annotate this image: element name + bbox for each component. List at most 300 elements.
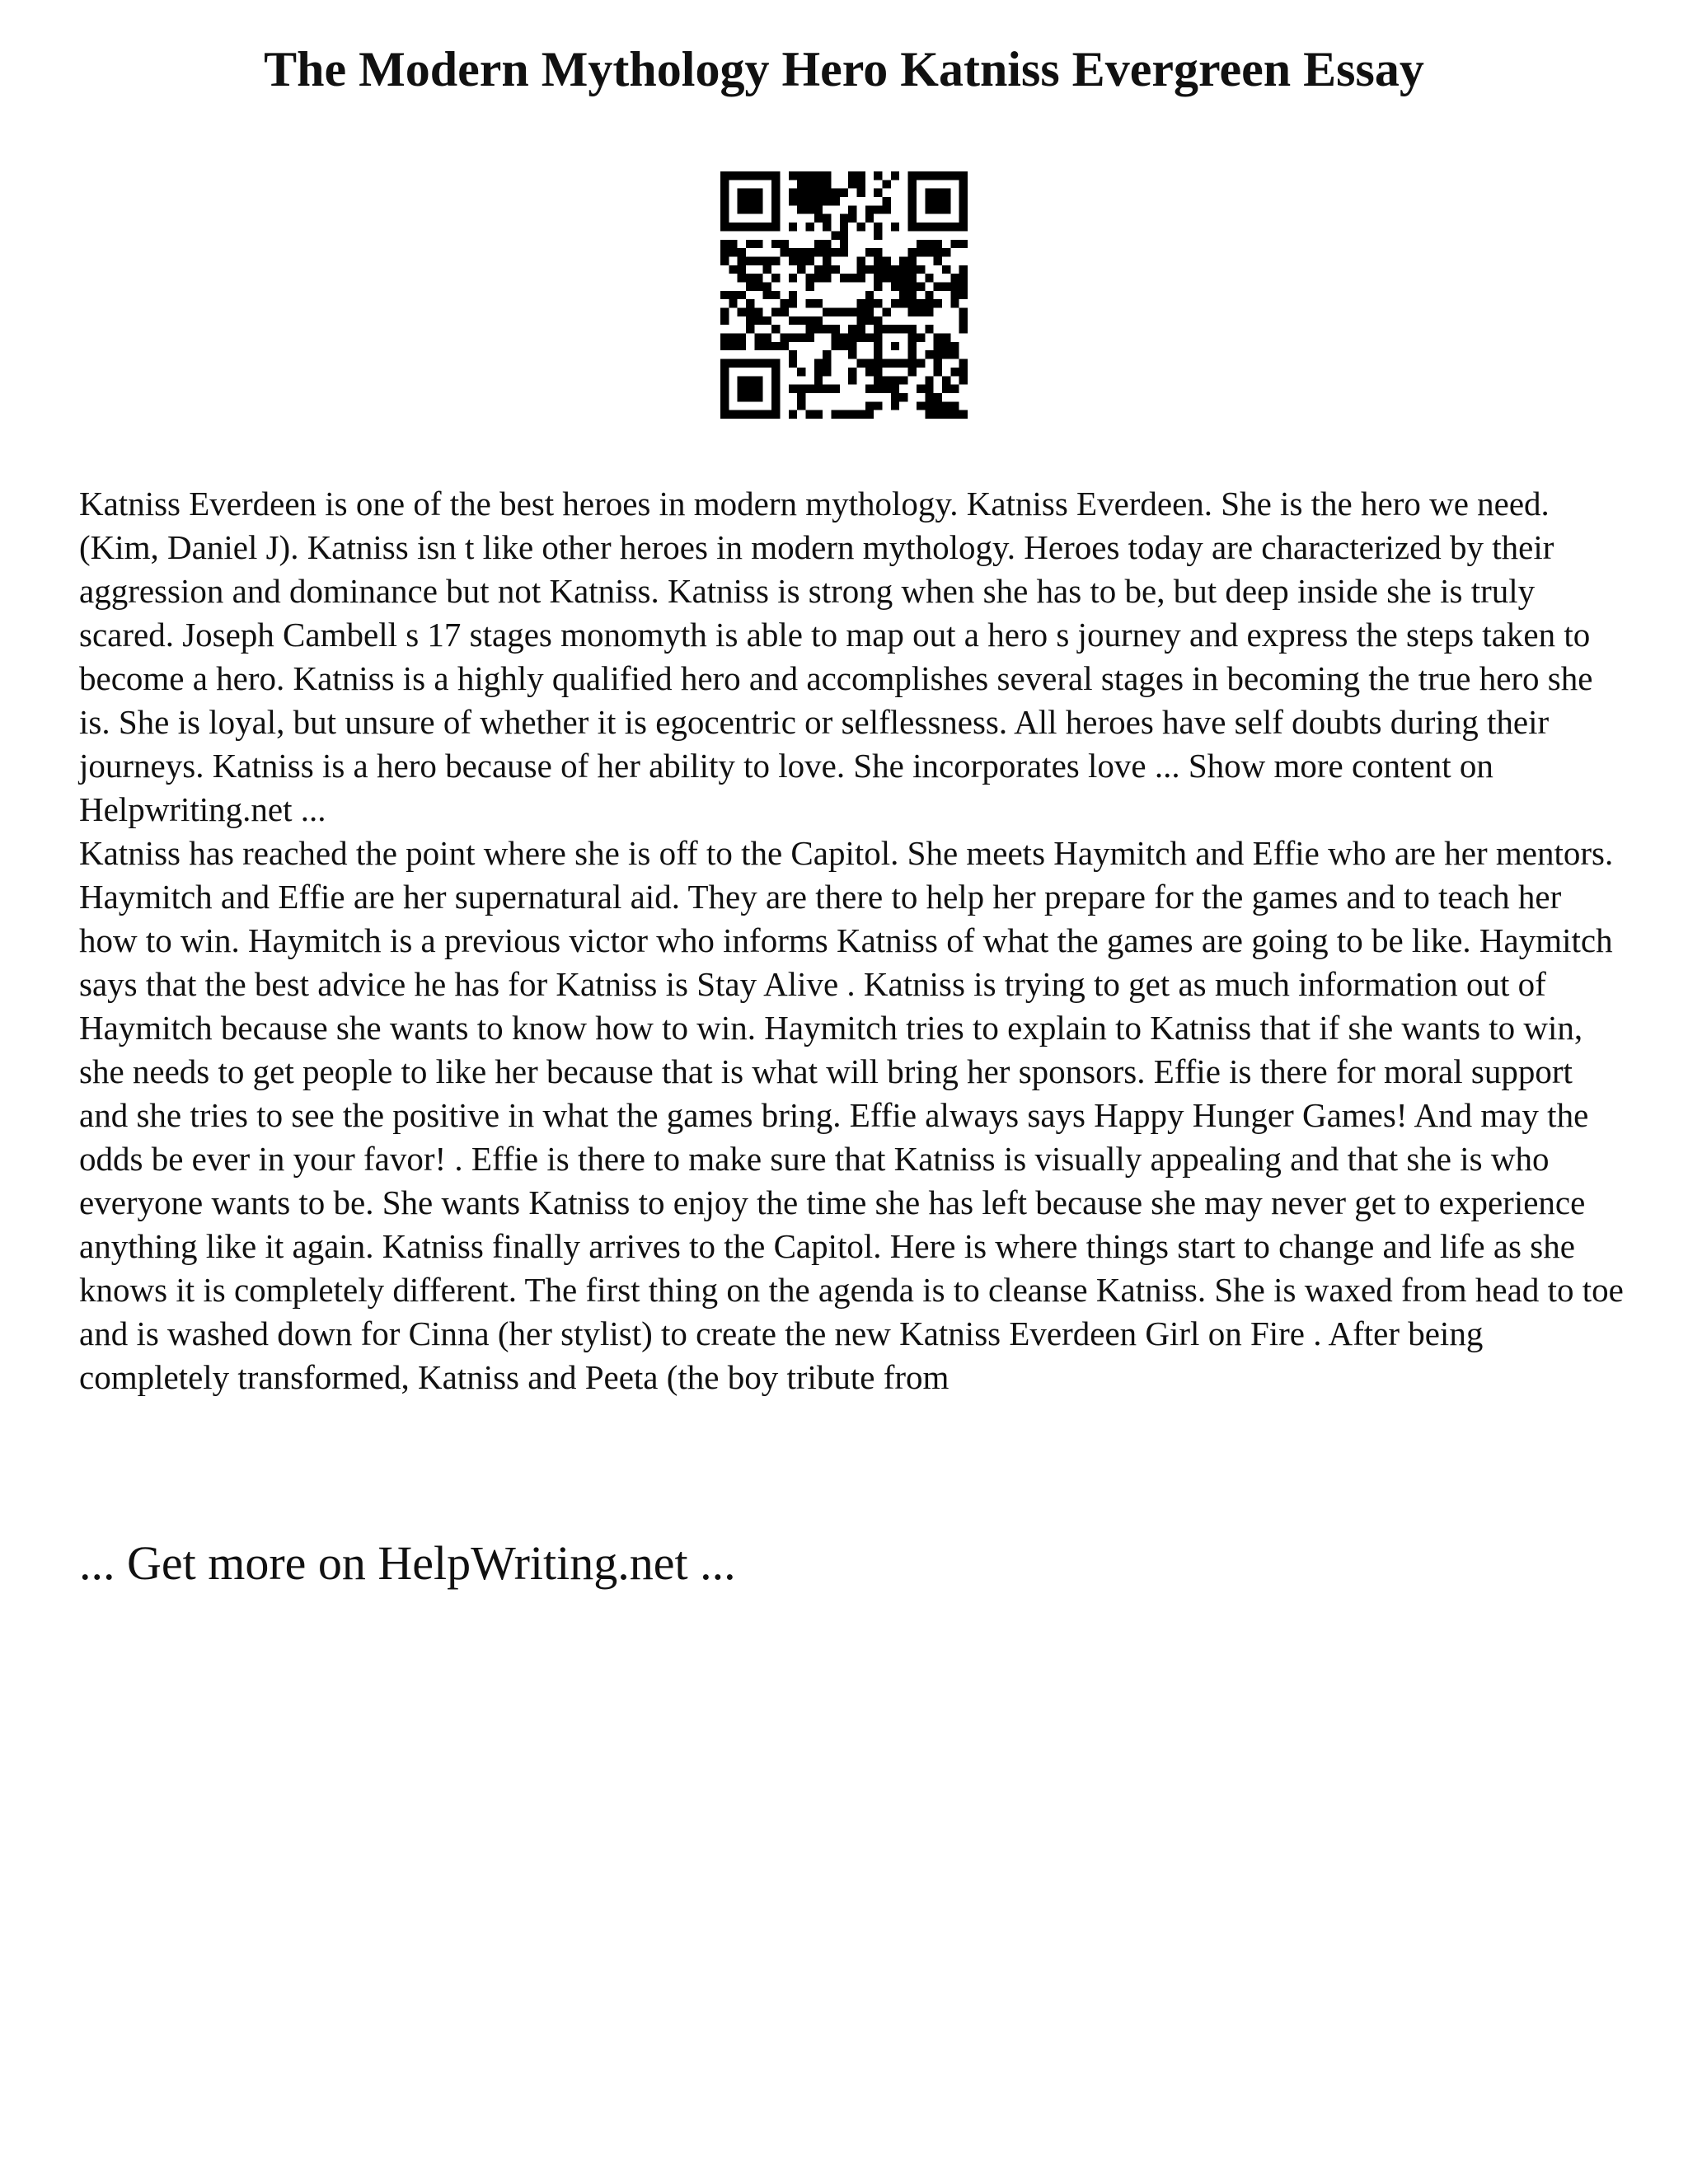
qr-module <box>925 189 933 197</box>
qr-module <box>925 350 933 359</box>
qr-module <box>789 248 797 256</box>
qr-module <box>789 334 797 342</box>
qr-module <box>917 265 925 274</box>
qr-module <box>797 334 805 342</box>
qr-module <box>797 248 805 256</box>
qr-module <box>848 334 856 342</box>
qr-module <box>883 265 891 274</box>
qr-module <box>925 223 933 231</box>
qr-module <box>823 256 831 265</box>
qr-module <box>925 385 933 393</box>
qr-module <box>891 385 899 393</box>
qr-module <box>883 325 891 333</box>
qr-module <box>908 325 917 333</box>
essay-body <box>79 482 1625 1399</box>
qr-module <box>848 342 856 350</box>
qr-module <box>874 256 882 265</box>
qr-module <box>925 299 933 307</box>
qr-module <box>780 299 788 307</box>
qr-module <box>908 256 917 265</box>
qr-module <box>857 171 865 180</box>
qr-module <box>789 274 797 282</box>
qr-module <box>950 401 959 410</box>
qr-module <box>746 359 754 368</box>
qr-module <box>917 401 925 410</box>
qr-module <box>814 376 823 384</box>
qr-module <box>814 180 823 188</box>
qr-module <box>883 274 891 282</box>
qr-module <box>899 256 907 265</box>
qr-module <box>771 342 780 350</box>
qr-module <box>746 205 754 213</box>
qr-module <box>720 334 729 342</box>
qr-module <box>848 325 856 333</box>
qr-module <box>814 274 823 282</box>
qr-module <box>874 376 882 384</box>
qr-module <box>823 385 831 393</box>
qr-module <box>823 223 831 231</box>
qr-module <box>959 359 968 368</box>
qr-code-graphic <box>720 171 968 419</box>
qr-module <box>780 308 788 316</box>
qr-module <box>959 180 968 188</box>
qr-module <box>754 410 762 419</box>
qr-module <box>738 342 746 350</box>
qr-module <box>771 180 780 188</box>
qr-module <box>899 299 907 307</box>
qr-module <box>865 299 874 307</box>
qr-module <box>908 189 917 197</box>
qr-module <box>942 205 950 213</box>
qr-module <box>763 291 771 299</box>
qr-module <box>789 316 797 325</box>
qr-module <box>771 376 780 384</box>
qr-module <box>959 325 968 333</box>
qr-module <box>934 334 942 342</box>
qr-module <box>840 274 848 282</box>
qr-module <box>934 282 942 290</box>
qr-module <box>908 359 917 368</box>
qr-module <box>805 282 814 290</box>
qr-module <box>874 368 882 376</box>
qr-module <box>899 291 907 299</box>
qr-module <box>763 342 771 350</box>
qr-module <box>908 350 917 359</box>
qr-module <box>754 376 762 384</box>
qr-module <box>874 265 882 274</box>
qr-module <box>874 274 882 282</box>
qr-module <box>823 325 831 333</box>
qr-module <box>805 410 814 419</box>
qr-module <box>959 308 968 316</box>
qr-module <box>857 316 865 325</box>
qr-module <box>934 368 942 376</box>
qr-module <box>883 359 891 368</box>
qr-module <box>934 189 942 197</box>
qr-module <box>865 291 874 299</box>
qr-module <box>720 197 729 205</box>
qr-module <box>865 248 874 256</box>
qr-module <box>805 299 814 307</box>
qr-module <box>848 205 856 213</box>
qr-module <box>848 214 856 223</box>
qr-module <box>789 359 797 368</box>
qr-module <box>942 197 950 205</box>
qr-module <box>746 197 754 205</box>
qr-module <box>857 308 865 316</box>
qr-module <box>729 334 737 342</box>
qr-module <box>865 205 874 213</box>
qr-module <box>823 274 831 282</box>
qr-module <box>925 171 933 180</box>
qr-module <box>746 223 754 231</box>
qr-module <box>891 376 899 384</box>
qr-module <box>823 240 831 248</box>
qr-module <box>746 385 754 393</box>
qr-module <box>874 350 882 359</box>
qr-module <box>831 197 839 205</box>
qr-module <box>934 342 942 350</box>
qr-module <box>857 410 865 419</box>
qr-module <box>738 334 746 342</box>
qr-module <box>729 410 737 419</box>
qr-module <box>797 189 805 197</box>
qr-module <box>805 171 814 180</box>
qr-module <box>771 291 780 299</box>
qr-module <box>805 189 814 197</box>
qr-module <box>805 197 814 205</box>
qr-module <box>797 265 805 274</box>
qr-module <box>908 197 917 205</box>
qr-module <box>729 223 737 231</box>
qr-module <box>959 410 968 419</box>
qr-module <box>789 299 797 307</box>
qr-module <box>771 214 780 223</box>
qr-module <box>908 223 917 231</box>
qr-module <box>934 410 942 419</box>
qr-module <box>789 197 797 205</box>
qr-module <box>814 368 823 376</box>
qr-module <box>942 385 950 393</box>
qr-module <box>814 299 823 307</box>
qr-module <box>865 385 874 393</box>
qr-module <box>925 240 933 248</box>
qr-module <box>805 205 814 213</box>
qr-module <box>959 376 968 384</box>
qr-module <box>934 240 942 248</box>
qr-module <box>908 308 917 316</box>
qr-module <box>754 385 762 393</box>
qr-module <box>771 171 780 180</box>
qr-module <box>754 334 762 342</box>
qr-module <box>771 308 780 316</box>
qr-module <box>720 410 729 419</box>
qr-module <box>763 334 771 342</box>
qr-module <box>771 368 780 376</box>
qr-module <box>925 274 933 282</box>
qr-module <box>729 240 737 248</box>
qr-module <box>874 189 882 197</box>
qr-module <box>908 180 917 188</box>
qr-module <box>934 299 942 307</box>
qr-module <box>942 223 950 231</box>
qr-module <box>848 171 856 180</box>
qr-module <box>908 334 917 342</box>
qr-module <box>738 197 746 205</box>
qr-module <box>857 334 865 342</box>
qr-module <box>959 223 968 231</box>
qr-module <box>840 342 848 350</box>
qr-module <box>959 316 968 325</box>
qr-module <box>899 282 907 290</box>
essay-paragraph-1: Katniss Everdeen is one of the best heroes in modern mythology. Katniss Everdeen. She is the hero we need. (Kim, Daniel J). Katniss isn t like other heroes in modern mythology. Heroes today are characterized by their aggression and dominance but not Katniss. Katniss is strong when she has to be, but deep inside she is truly scared. Joseph Cambell s 17 stages monomyth is able to map out a hero s journey and express the steps taken to become a hero. Katniss is a highly qualified hero and accomplishes several stages in becoming the true hero she is. She is loyal, but unsure of whether it is egocentric or selflessness. All heroes have self doubts during their journeys. Katniss is a hero because of her ability to love. She incorporates love ... Show more content on Helpwriting.net ... <box>79 485 1593 828</box>
qr-module <box>840 334 848 342</box>
qr-module <box>754 197 762 205</box>
qr-module <box>789 171 797 180</box>
qr-module <box>959 171 968 180</box>
qr-module <box>754 205 762 213</box>
qr-module <box>738 171 746 180</box>
qr-module <box>848 410 856 419</box>
qr-module <box>908 205 917 213</box>
qr-module <box>754 359 762 368</box>
qr-module <box>720 256 729 265</box>
qr-module <box>959 368 968 376</box>
qr-module <box>917 282 925 290</box>
qr-module <box>925 308 933 316</box>
qr-module <box>720 248 729 256</box>
qr-module <box>720 359 729 368</box>
qr-module <box>899 325 907 333</box>
qr-module <box>720 223 729 231</box>
qr-code-icon <box>720 171 968 419</box>
qr-module <box>823 180 831 188</box>
qr-module <box>814 205 823 213</box>
qr-module <box>840 248 848 256</box>
qr-module <box>823 350 831 359</box>
qr-module <box>754 308 762 316</box>
qr-module <box>891 274 899 282</box>
qr-module <box>950 350 959 359</box>
qr-module <box>720 189 729 197</box>
qr-module <box>942 265 950 274</box>
qr-module <box>942 410 950 419</box>
qr-module <box>738 410 746 419</box>
page-title: The Modern Mythology Hero Katniss Evergreen Essay <box>264 42 1424 96</box>
qr-module <box>780 240 788 248</box>
qr-module <box>865 316 874 325</box>
qr-module <box>771 205 780 213</box>
qr-module <box>823 248 831 256</box>
qr-module <box>771 325 780 333</box>
qr-module <box>899 393 907 401</box>
qr-module <box>857 223 865 231</box>
qr-module <box>720 342 729 350</box>
qr-module <box>738 205 746 213</box>
qr-module <box>746 325 754 333</box>
qr-module <box>917 334 925 342</box>
qr-module <box>950 291 959 299</box>
qr-module <box>934 223 942 231</box>
qr-module <box>831 325 839 333</box>
qr-module <box>789 291 797 299</box>
qr-module <box>738 308 746 316</box>
qr-module <box>823 171 831 180</box>
qr-module <box>797 393 805 401</box>
qr-module <box>738 265 746 274</box>
qr-module <box>917 240 925 248</box>
qr-module <box>891 299 899 307</box>
qr-module <box>959 265 968 274</box>
qr-module <box>738 248 746 256</box>
qr-module <box>746 299 754 307</box>
qr-module <box>720 180 729 188</box>
qr-module <box>789 385 797 393</box>
qr-module <box>925 205 933 213</box>
qr-module <box>891 223 899 231</box>
qr-module <box>865 265 874 274</box>
qr-module <box>865 368 874 376</box>
qr-module <box>917 359 925 368</box>
qr-module <box>925 197 933 205</box>
qr-module <box>857 265 865 274</box>
qr-module <box>891 171 899 180</box>
qr-module <box>729 248 737 256</box>
qr-module <box>925 248 933 256</box>
qr-module <box>771 240 780 248</box>
qr-module <box>738 189 746 197</box>
qr-module <box>908 368 917 376</box>
qr-module <box>789 410 797 419</box>
qr-module <box>729 359 737 368</box>
qr-module <box>942 282 950 290</box>
qr-module <box>831 342 839 350</box>
qr-module <box>814 240 823 248</box>
qr-module <box>763 223 771 231</box>
qr-module <box>738 393 746 401</box>
qr-module <box>950 385 959 393</box>
qr-module <box>729 171 737 180</box>
qr-module <box>738 376 746 384</box>
qr-module <box>891 325 899 333</box>
qr-module <box>883 197 891 205</box>
qr-module <box>874 205 882 213</box>
qr-module <box>805 274 814 282</box>
qr-module <box>908 248 917 256</box>
qr-module <box>771 410 780 419</box>
qr-module <box>908 171 917 180</box>
qr-module <box>857 274 865 282</box>
qr-module <box>959 282 968 290</box>
qr-module <box>763 171 771 180</box>
qr-module <box>720 368 729 376</box>
qr-module <box>823 265 831 274</box>
qr-module <box>917 308 925 316</box>
qr-module <box>874 248 882 256</box>
qr-module <box>754 316 762 325</box>
qr-module <box>831 265 839 274</box>
qr-module <box>720 240 729 248</box>
qr-module <box>857 359 865 368</box>
qr-module <box>797 401 805 410</box>
qr-module <box>720 385 729 393</box>
qr-module <box>925 325 933 333</box>
qr-module <box>874 401 882 410</box>
qr-module <box>814 325 823 333</box>
qr-module <box>797 316 805 325</box>
qr-module <box>950 410 959 419</box>
qr-module <box>814 385 823 393</box>
qr-module <box>857 256 865 265</box>
qr-module <box>738 256 746 265</box>
qr-module <box>950 274 959 282</box>
qr-module <box>729 299 737 307</box>
qr-module <box>874 334 882 342</box>
qr-module <box>883 385 891 393</box>
qr-module <box>720 308 729 316</box>
qr-module <box>805 334 814 342</box>
qr-module <box>934 248 942 256</box>
qr-module <box>771 393 780 401</box>
qr-module <box>925 393 933 401</box>
qr-module <box>865 308 874 316</box>
qr-module <box>789 350 797 359</box>
qr-module <box>754 274 762 282</box>
qr-module <box>814 171 823 180</box>
qr-module <box>874 385 882 393</box>
qr-module <box>908 342 917 350</box>
qr-module <box>908 299 917 307</box>
qr-module <box>738 385 746 393</box>
qr-module <box>925 291 933 299</box>
qr-module <box>874 282 882 290</box>
qr-module <box>950 368 959 376</box>
qr-module <box>738 291 746 299</box>
qr-module <box>857 189 865 197</box>
qr-module <box>805 316 814 325</box>
qr-module <box>959 274 968 282</box>
qr-module <box>908 282 917 290</box>
qr-module <box>771 274 780 282</box>
qr-module <box>908 291 917 299</box>
qr-module <box>780 334 788 342</box>
qr-module <box>729 291 737 299</box>
qr-module <box>771 385 780 393</box>
qr-module <box>746 171 754 180</box>
qr-module <box>848 274 856 282</box>
qr-module <box>899 265 907 274</box>
qr-module <box>763 316 771 325</box>
qr-module <box>720 376 729 384</box>
qr-module <box>797 385 805 393</box>
qr-module <box>771 256 780 265</box>
qr-module <box>883 308 891 316</box>
qr-module <box>831 334 839 342</box>
qr-module <box>831 248 839 256</box>
qr-module <box>848 368 856 376</box>
qr-module <box>746 393 754 401</box>
qr-module <box>797 197 805 205</box>
get-more-link[interactable]: ... Get more on HelpWriting.net ... <box>79 1536 736 1590</box>
qr-module <box>874 342 882 350</box>
qr-module <box>865 410 874 419</box>
qr-module <box>831 308 839 316</box>
qr-module <box>874 316 882 325</box>
qr-module <box>959 214 968 223</box>
qr-module <box>840 308 848 316</box>
qr-module <box>814 359 823 368</box>
qr-module <box>720 291 729 299</box>
